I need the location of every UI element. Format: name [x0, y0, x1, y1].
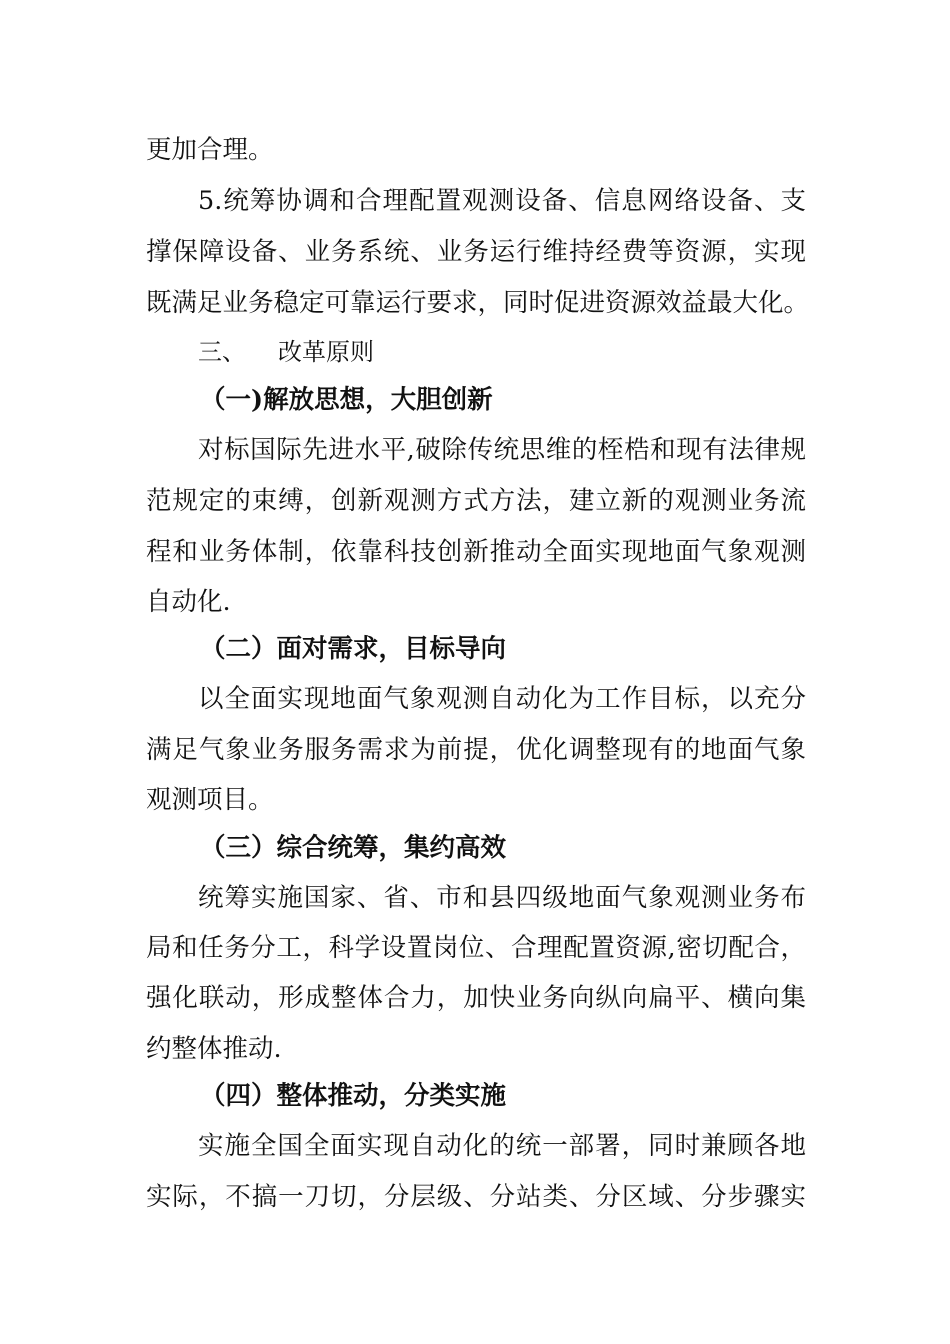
paragraph-line: 更加合理。	[146, 135, 274, 165]
paragraph-line: 程和业务体制，依靠科技创新推动全面实现地面气象观测	[146, 537, 806, 567]
paragraph-line: 观测项目。	[146, 785, 274, 815]
principle-heading: （三）综合统筹，集约高效	[200, 833, 507, 863]
paragraph-line: 5.统筹协调和合理配置观测设备、信息网络设备、支	[198, 186, 806, 216]
paragraph-line: 强化联动，形成整体合力，加快业务向纵向扁平、横向集	[146, 983, 806, 1013]
paragraph-line: 实施全国全面实现自动化的统一部署，同时兼顾各地	[198, 1131, 806, 1161]
section-title: 改革原则	[278, 338, 374, 366]
paragraph-line: 局和任务分工，科学设置岗位、合理配置资源,密切配合，	[146, 933, 806, 963]
paragraph-line: 约整体推动.	[146, 1034, 282, 1064]
principle-heading: （二）面对需求，目标导向	[200, 634, 507, 664]
paragraph-line: 以全面实现地面气象观测自动化为工作目标，以充分	[198, 684, 806, 714]
paragraph-line: 满足气象业务服务需求为前提，优化调整现有的地面气象	[146, 735, 806, 765]
paragraph-line: 统筹实施国家、省、市和县四级地面气象观测业务布	[198, 883, 806, 913]
section-heading	[198, 332, 374, 372]
principle-heading: （一)解放思想，大胆创新	[200, 385, 493, 415]
paragraph-line: 自动化.	[146, 587, 231, 617]
paragraph-line: 实际，不搞一刀切，分层级、分站类、分区域、分步骤实	[146, 1182, 806, 1212]
section-number: 三、	[198, 338, 246, 366]
paragraph-line: 既满足业务稳定可靠运行要求，同时促进资源效益最大化。	[146, 288, 810, 318]
principle-heading: （四）整体推动，分类实施	[200, 1081, 507, 1111]
paragraph-line: 撑保障设备、业务系统、业务运行维持经费等资源，实现	[146, 237, 806, 267]
paragraph-line: 范规定的束缚，创新观测方式方法，建立新的观测业务流	[146, 486, 806, 516]
paragraph-line: 对标国际先进水平,破除传统思维的桎梏和现有法律规	[198, 435, 806, 465]
